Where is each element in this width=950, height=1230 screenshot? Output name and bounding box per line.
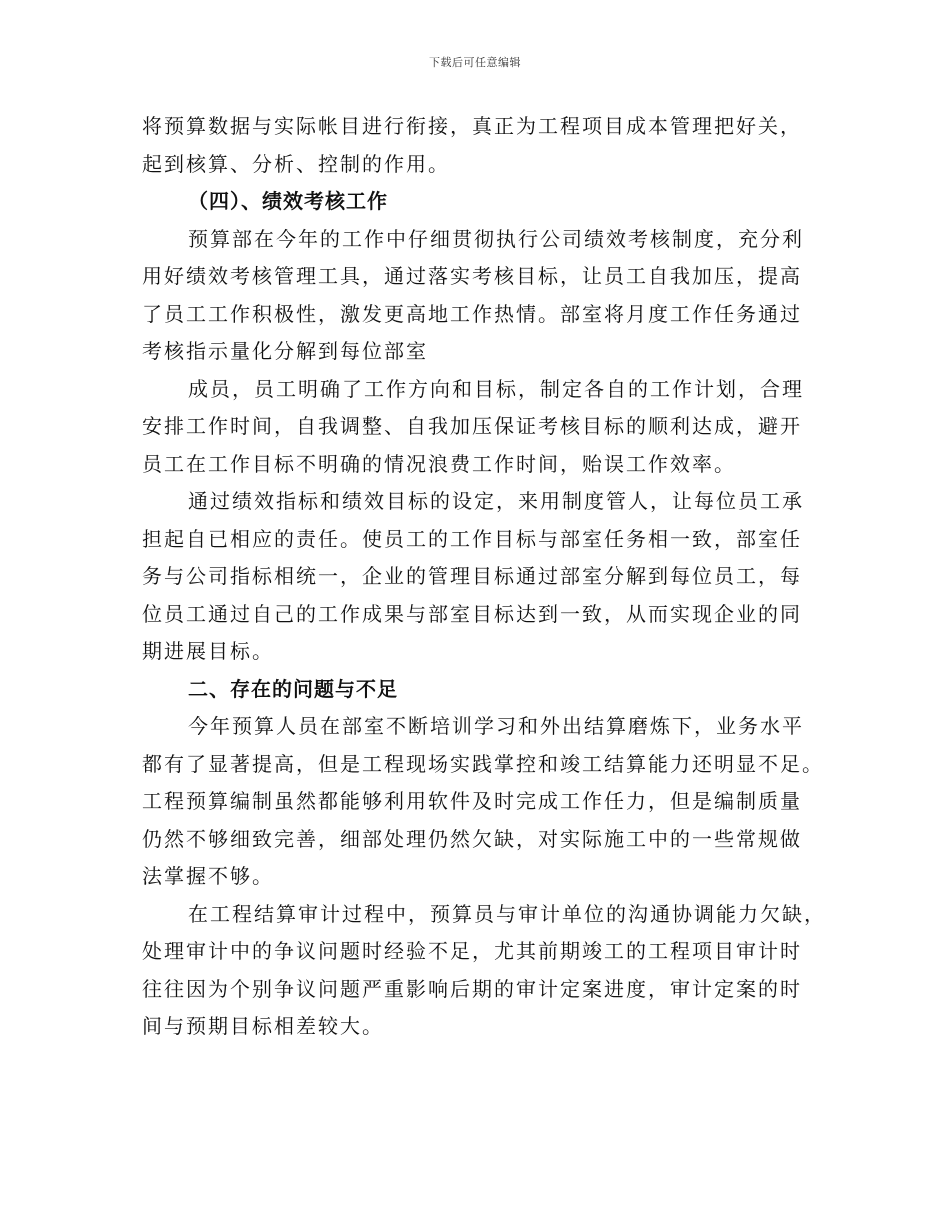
section-heading: （四）、绩效考核工作 [188, 189, 388, 213]
paragraph-line: 员工在工作目标不明确的情况浪费工作时间，贻误工作效率。 [142, 451, 736, 476]
paragraph-line: 期进展目标。 [142, 639, 274, 663]
paragraph-line: 预算部在今年的工作中仔细贯彻执行公司绩效考核制度，充分利 [188, 226, 804, 251]
section-heading: 二、存在的问题与不足 [188, 676, 398, 701]
paragraph-line: 了员工工作积极性，激发更高地工作热情。部室将月度工作任务通过 [142, 301, 802, 326]
paragraph-line: 间与预期目标相差较大。 [142, 1014, 384, 1038]
body-paragraph [142, 896, 826, 1046]
paragraph-line: 起到核算、分析、控制的作用。 [142, 151, 450, 176]
paragraph-line: 将预算数据与实际帐目进行衔接，真正为工程项目成本管理把好关， [142, 114, 802, 138]
body-paragraph [142, 483, 812, 671]
paragraph-line: 今年预算人员在部室不断培训学习和外出结算磨炼下，业务水平 [188, 714, 804, 738]
paragraph-line: 往往因为个别争议问题严重影响后期的审计定案进度，审计定案的时 [142, 976, 802, 1001]
body-paragraph [142, 708, 824, 896]
paragraph-line: 通过绩效指标和绩效目标的设定，来用制度管人，让每位员工承 [188, 489, 804, 513]
paragraph-line: 仍然不够细致完善，细部处理仍然欠缺，对实际施工中的一些常规做 [142, 826, 802, 851]
body-paragraph [142, 221, 812, 371]
body-paragraph [142, 108, 812, 183]
paragraph-line: 在工程结算审计过程中，预算员与审计单位的沟通协调能力欠缺， [188, 901, 826, 926]
paragraph-line: 位员工通过自己的工作成果与部室目标达到一致，从而实现企业的同 [142, 601, 802, 626]
paragraph-line: 考核指示量化分解到每位部室 [142, 339, 428, 363]
page-header: 下载后可任意编辑 [429, 56, 521, 69]
paragraph-line: 法掌握不够。 [142, 864, 274, 888]
paragraph-line: 担起自已相应的责任。使员工的工作目标与部室任务相一致，部室任 [142, 526, 802, 551]
paragraph-line: 都有了显著提高，但是工程现场实践掌控和竣工结算能力还明显不足。 [142, 751, 824, 776]
paragraph-line: 处理审计中的争议问题时经验不足，尤其前期竣工的工程项目审计时 [142, 939, 802, 963]
body-paragraph [142, 371, 812, 484]
document-body [142, 108, 826, 1046]
paragraph-line: 成员，员工明确了工作方向和目标，制定各自的工作计划，合理 [188, 376, 804, 401]
paragraph-line: 安排工作时间，自我调整、自我加压保证考核目标的顺利达成，避开 [142, 414, 802, 438]
paragraph-line: 工程预算编制虽然都能够利用软件及时完成工作任力，但是编制质量 [142, 789, 802, 813]
paragraph-line: 用好绩效考核管理工具，通过落实考核目标，让员工自我加压，提高 [142, 264, 802, 288]
paragraph-line: 务与公司指标相统一，企业的管理目标通过部室分解到每位员工，每 [142, 564, 802, 588]
